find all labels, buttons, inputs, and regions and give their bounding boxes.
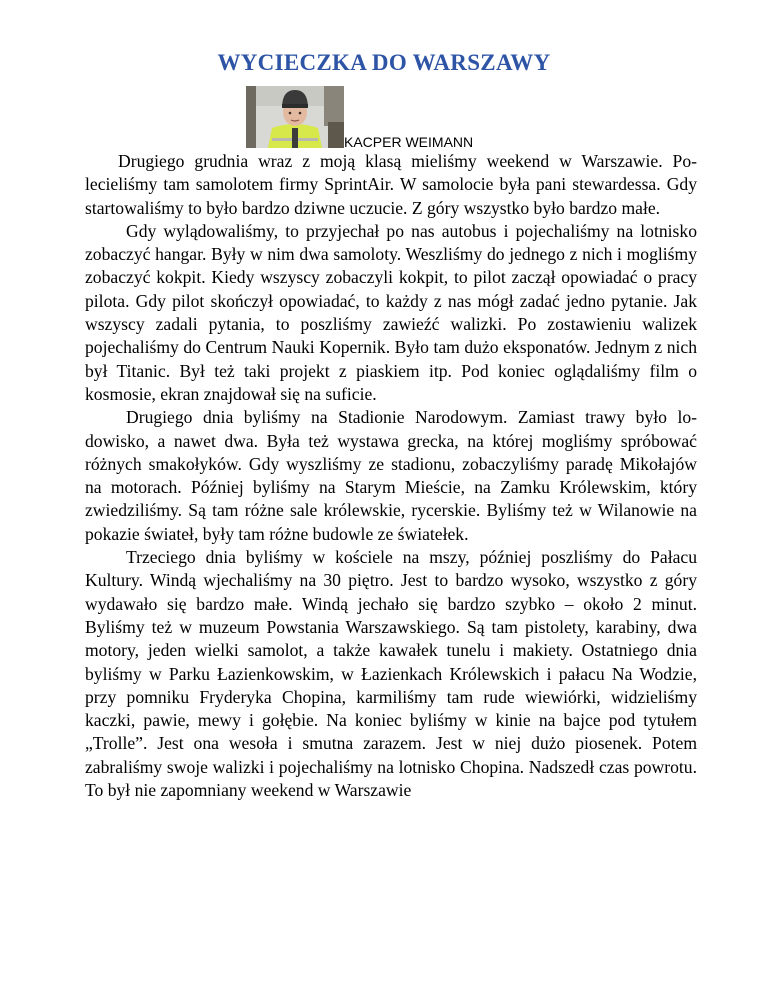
author-photo xyxy=(246,86,344,148)
paragraph: Drugiego dnia byliśmy na Stadionie Narodowym. Zamiast trawy było lodowisko, a nawet dwa. Była też wystawa grecka, na której mogliśmy spróbować różnych smakołyków. Gdy wyszliśmy ze stadionu, zobaczyliśmy paradę Mikołajów na motorach. Później byliśmy na Starym Mieście, na Zamku Królewskim, który zwiedziliśmy. Są tam różne sale królewskie, rycerskie. Byliśmy też w Wilanowie na pokazie świateł, były tam różne budowle ze światełek. xyxy=(85,407,697,544)
author-name: KACPER WEIMANN xyxy=(344,134,474,150)
article-body xyxy=(85,150,697,802)
paragraph: Gdy wylądowaliśmy, to przyjechał po nas autobus i pojechaliśmy na lotnisko zobaczyć hangar. Były w nim dwa samoloty. Weszliśmy do jednego z nich i mogliśmy zobaczyć kokpit. Kiedy wszyscy zobaczyli kokpit, to pilot zaczął opowiadać o pracy pilota. Gdy pilot skończył opowiadać, to każdy z nas mógł zadać jedno pytanie. Jak wszyscy zadali pytania, to poszliśmy zawieźć walizki. Po zostawieniu walizek pojechaliśmy do Centrum Nauki Kopernik. Było tam dużo eksponatów. Jednym z nich był Titanic. Był też taki projekt z piaskiem itp. Pod koniec oglądaliśmy film o kosmosie, ekran znajdował się na suficie. xyxy=(85,220,697,404)
document-title: WYCIECZKA DO WARSZAWY xyxy=(217,50,551,75)
paragraph: Trzeciego dnia byliśmy w kościele na mszy, później poszliśmy do Pałacu Kultury. Windą wjechaliśmy na 30 piętro. Jest to bardzo wysoko, wszystko z góry wydawało się bardzo małe. Windą jechało się bardzo szybko – około 2 minut. Byliśmy też w muzeum Powstania Warszawskiego. Są tam pistolety, karabiny, dwa motory, jeden wielki samolot, a także kawałek tunelu i makiety. Ostatniego dnia byliśmy w Parku Łazienkowskim, w Łazienkach Królewskich i pałacu Na Wodzie, przy pomniku Fryderyka Chopina, karmiliśmy tam rude wiewiórki, widzieliśmy kaczki, pawie, mewy i gołębie. Na koniec byliśmy w kinie na bajce pod tytułem „Trolle”. Jest ona wesoła i smutna zarazem. Jest w niej dużo piosenek. Potem zabraliśmy swoje walizki i pojechaliśmy na lotnisko Chopina. Nadszedł czas powrotu. To był nie zapomniany weekend w Warszawie xyxy=(85,547,697,801)
paragraph: Drugiego grudnia wraz z moją klasą mieliśmy weekend w Warszawie. Polecieliśmy tam samolotem firmy SprintAir. W samolocie była pani stewardessa. Gdy startowaliśmy to było bardzo dziwne uczucie. Z góry wszystko było bardzo małe. xyxy=(85,151,697,218)
